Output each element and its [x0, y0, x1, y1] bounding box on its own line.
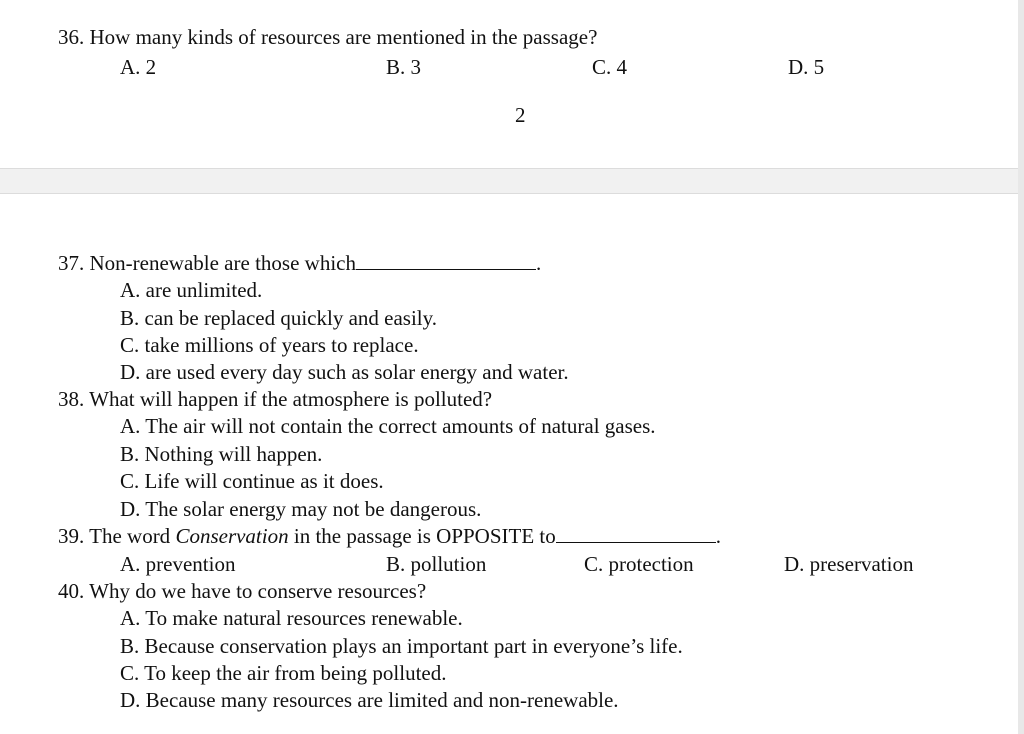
- question-text-after: in the passage is OPPOSITE to: [288, 524, 556, 548]
- q40-option-a: A. To make natural resources renewable.: [120, 606, 463, 630]
- question-40: [58, 578, 426, 604]
- q39-option-d: D. preservation: [784, 552, 914, 576]
- q38-option-c: C. Life will continue as it does.: [120, 469, 384, 493]
- page-number: 2: [515, 103, 526, 127]
- question-end: .: [715, 524, 722, 548]
- q38-option-a: A. The air will not contain the correct amounts of natural gases.: [120, 414, 656, 438]
- question-number: 36.: [58, 25, 85, 49]
- question-number: 38.: [58, 387, 85, 411]
- q36-option-d: D. 5: [788, 55, 825, 79]
- q37-option-a: A. are unlimited.: [120, 278, 263, 302]
- question-38: [58, 386, 492, 412]
- q39-option-c: C. protection: [584, 552, 694, 576]
- question-text: Why do we have to conserve resources?: [89, 579, 427, 603]
- document-page-bottom: [0, 194, 1024, 734]
- question-39: [58, 523, 721, 549]
- viewer-right-edge: [1018, 0, 1024, 734]
- question-text-before: The word: [89, 524, 176, 548]
- question-37: [58, 250, 541, 276]
- question-number: 37.: [58, 251, 85, 275]
- question-italic-word: Conservation: [175, 524, 289, 548]
- question-36: [58, 24, 597, 50]
- document-page-top: [0, 0, 1024, 168]
- q37-option-d: D. are used every day such as solar energy and water.: [120, 360, 569, 384]
- q39-option-a: A. prevention: [120, 552, 236, 576]
- q36-option-b: B. 3: [386, 55, 422, 79]
- q39-option-b: B. pollution: [386, 552, 487, 576]
- q40-option-c: C. To keep the air from being polluted.: [120, 661, 447, 685]
- page-separator: [0, 168, 1024, 194]
- answer-blank: [556, 524, 716, 543]
- q36-option-c: C. 4: [592, 55, 628, 79]
- question-number: 40.: [58, 579, 85, 603]
- q38-option-b: B. Nothing will happen.: [120, 442, 323, 466]
- q38-option-d: D. The solar energy may not be dangerous.: [120, 497, 482, 521]
- question-text: How many kinds of resources are mentioned in the passage?: [89, 25, 598, 49]
- q40-option-b: B. Because conservation plays an important part in everyone’s life.: [120, 634, 683, 658]
- question-end: .: [535, 251, 542, 275]
- q37-option-c: C. take millions of years to replace.: [120, 333, 419, 357]
- q36-option-a: A. 2: [120, 55, 157, 79]
- question-text: What will happen if the atmosphere is polluted?: [89, 387, 493, 411]
- q40-option-d: D. Because many resources are limited and non-renewable.: [120, 688, 619, 712]
- q37-option-b: B. can be replaced quickly and easily.: [120, 306, 438, 330]
- question-text: Non-renewable are those which: [89, 251, 356, 275]
- answer-blank: [356, 251, 536, 270]
- question-number: 39.: [58, 524, 85, 548]
